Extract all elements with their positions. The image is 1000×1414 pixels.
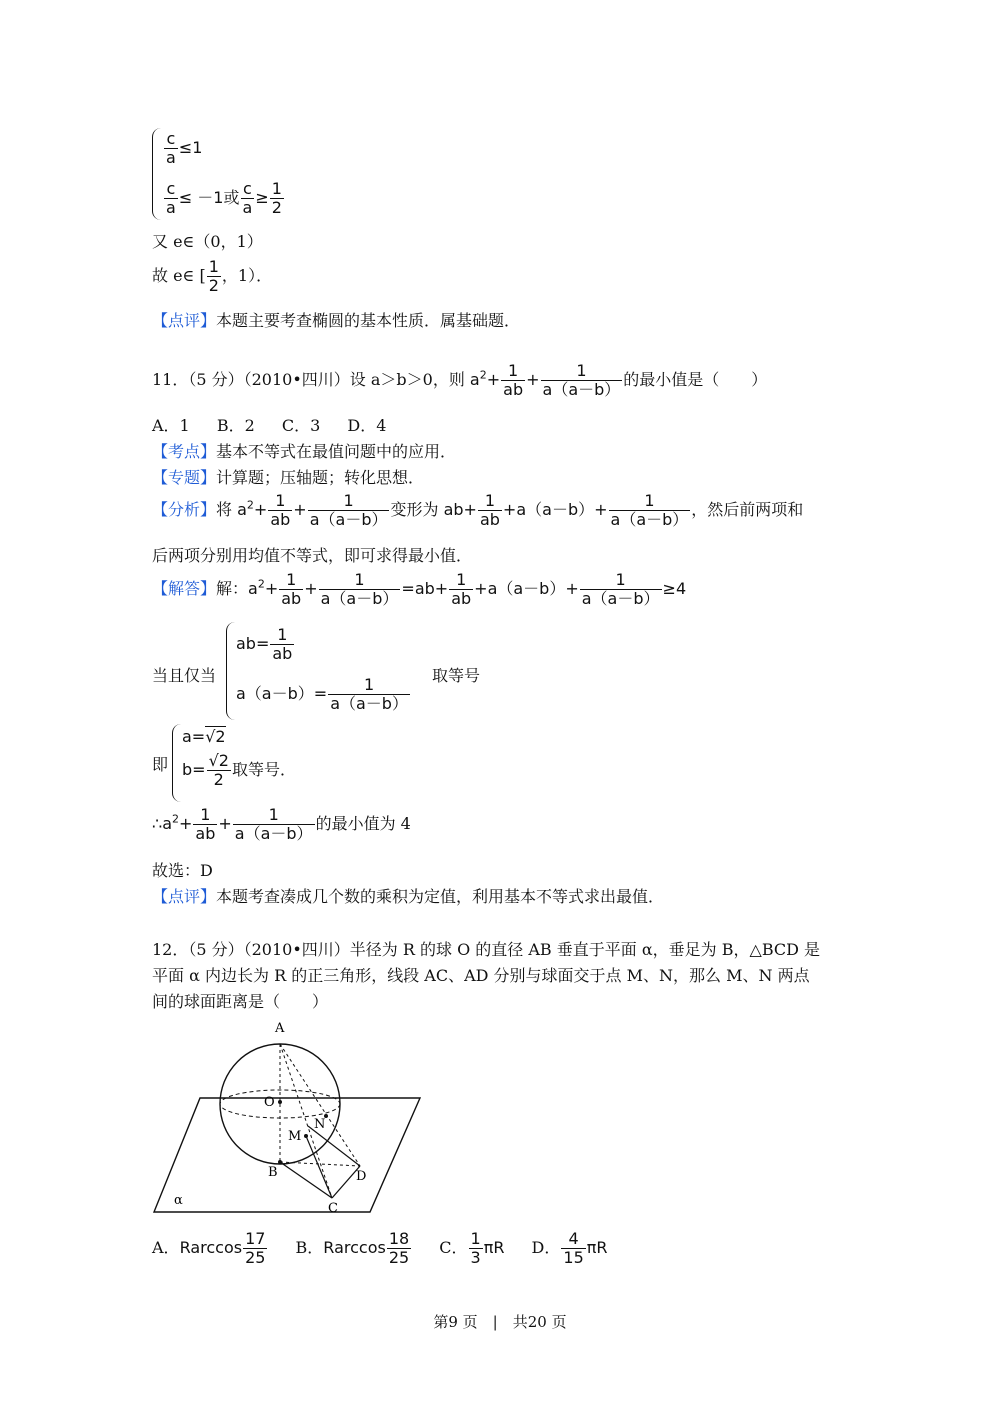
label-m: M	[288, 1129, 302, 1144]
q12-option-b: B．Rarccos $\frac{18}{25}$	[295, 1229, 410, 1267]
system-a: a=√2	[182, 727, 226, 746]
q11-option-a: A．1	[152, 416, 190, 435]
system-row-1: ab= $\frac{1}{ab}$	[236, 625, 293, 663]
dianping-10: 【点评】本题主要考查椭圆的基本性质．属基础题．	[152, 311, 521, 330]
q12-line3: 间的球面距离是（ ）	[152, 992, 329, 1011]
page-footer: 第9 页 | 共20 页	[433, 1313, 567, 1331]
qudenghao: 取等号	[432, 666, 481, 685]
fenxi-line2: 后两项分别用均值不等式，即可求得最小值．	[152, 546, 473, 565]
label-alpha: α	[174, 1193, 183, 1208]
q12-option-d: D． $\frac{4}{15}$ πR	[531, 1229, 608, 1267]
kaodian: 【考点】基本不等式在最值问题中的应用．	[152, 442, 457, 461]
sphere-plane-figure	[150, 1016, 430, 1222]
q11-option-d: D．4	[347, 416, 387, 435]
q12-line2: 平面 α 内边长为 R 的正三角形，线段 AC、AD 分别与球面交于点 M、N，那么 M、N 两点	[152, 966, 810, 985]
inequality-row-2: $\frac{c}{a}$ ≤ －1或 $\frac{c}{a}$ ≥ $\frac{1}{2}$	[166, 179, 282, 217]
text-gu: 故 e∈ [ $\frac{1}{2}$ ，1）．	[152, 257, 273, 295]
inequality-row-1: $\frac{c}{a}$ ≤1	[166, 129, 203, 167]
system-row-2: a（a－b）= $\frac{1}{a(a-b)}$	[236, 675, 408, 713]
system-brace	[152, 128, 161, 220]
system-brace	[172, 724, 181, 802]
ji-label: 即	[152, 755, 169, 774]
point-m	[304, 1134, 308, 1138]
fenxi: 【分析】将 $a^2+$ $\frac{1}{ab}$ + $\frac{1}{a(a-b)}$ 变形为 ab+ $\frac{1}{ab}$ +a（a－b）+ $\frac{1}{a(a-b)}$ ，然后前两项和	[152, 491, 804, 529]
therefore-line: $\therefore a^2+$ $\frac{1}{ab}$ + $\frac{1}{a(a-b)}$ 的最小值为 4	[152, 805, 411, 843]
system-b: b= $\frac{√2}{2}$ 取等号．	[182, 751, 296, 789]
label-o: O	[264, 1095, 275, 1110]
label-a: A	[275, 1021, 285, 1036]
label-c: C	[328, 1201, 338, 1216]
point-o	[278, 1100, 282, 1104]
zhuanti: 【专题】计算题；压轴题；转化思想．	[152, 468, 425, 487]
q11-option-c: C．3	[281, 416, 321, 435]
q11-stem: 11．（5 分）（2010•四川）设 a＞b＞0，则 $a^2+$ $\frac{1}{ab}$ + $\frac{1}{a(a-b)}$ 的最小值是（ ）	[152, 361, 768, 399]
label-n: N	[314, 1117, 326, 1132]
point-b	[278, 1160, 282, 1164]
guxuan: 故选：D	[152, 861, 213, 880]
text-you: 又 e∈（0，1）	[152, 232, 263, 251]
label-b: B	[268, 1165, 278, 1180]
dangqie-label: 当且仅当	[152, 666, 217, 685]
q11-options	[152, 413, 408, 436]
q12-option-c: C． $\frac{1}{3}$ πR	[439, 1229, 505, 1267]
q12-options	[152, 1230, 630, 1267]
segment-ad	[280, 1044, 360, 1166]
q11-option-b: B．2	[216, 416, 255, 435]
jieda: 【解答】解：$a^2+$ $\frac{1}{ab}$ + $\frac{1}{a(a-b)}$ =ab+ $\frac{1}{ab}$ +a（a－b）+ $\frac{1}{a(a-b)}$ ≥4	[152, 570, 687, 608]
label-d: D	[356, 1169, 367, 1184]
dianping-11: 【点评】本题考查凑成几个数的乘积为定值，利用基本不等式求出最值．	[152, 887, 665, 906]
plane-alpha	[154, 1098, 420, 1212]
q12-line1: 12．（5 分）（2010•四川）半径为 R 的球 O 的直径 AB 垂直于平面 α，垂足为 B，△BCD 是	[152, 940, 821, 959]
system-brace	[226, 622, 235, 720]
q12-option-a: A．Rarccos $\frac{17}{25}$	[152, 1229, 266, 1267]
